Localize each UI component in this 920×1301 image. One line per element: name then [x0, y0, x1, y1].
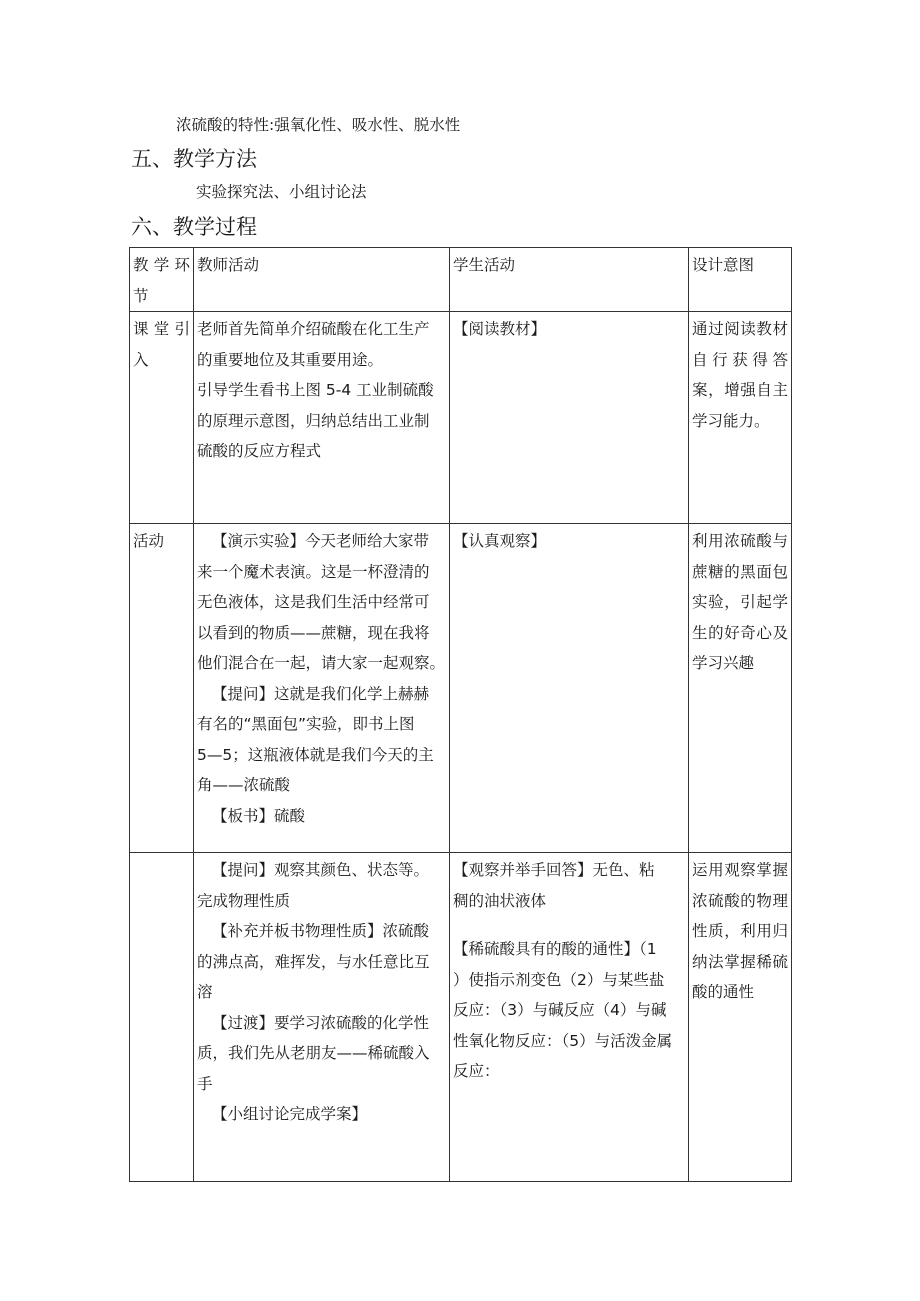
table-row [130, 312, 792, 524]
table-header-row [130, 248, 792, 312]
student-cell: 【观察并举手回答】无色、粘 稠的油状液体 【稀硫酸具有的酸的通性】（1 ）使指示剂变色（2）与某些盐 反应：（3）与碱反应（4）与碱 性氧化物反应：（5）与活泼金属 反应： [450, 853, 689, 1182]
stage-cell: 课堂引入 [130, 312, 194, 524]
stage-cell: 活动 [130, 524, 194, 853]
teacher-cell: 【提问】观察其颜色、状态等。 完成物理性质 【补充并板书物理性质】浓硫酸 的沸点高，难挥发，与水任意比互 溶 【过渡】要学习浓硫酸的化学性 质，我们先从老朋友——稀硫酸入 手 【小组讨论完成学案】 [194, 853, 450, 1182]
header-teacher: 教师活动 [194, 248, 450, 312]
table-row [130, 853, 792, 1182]
intent-cell: 利用浓硫酸与蔗糖的黑面包实验，引起学生的好奇心及学习兴趣 [689, 524, 792, 853]
student-cell: 【认真观察】 [450, 524, 689, 853]
intent-cell: 通过阅读教材自行获得答案，增强自主学习能力。 [689, 312, 792, 524]
header-intent: 设计意图 [689, 248, 792, 312]
header-stage: 教学环节 [130, 248, 194, 312]
teacher-cell: 【演示实验】今天老师给大家带 来一个魔术表演。这是一杯澄清的 无色液体，这是我们生活中经常可 以看到的物质——蔗糖，现在我将 他们混合在一起，请大家一起观察。 【提问】这就是我们化学上赫赫 有名的“黑面包”实验，即书上图 5—5；这瓶液体就是我们今天的主 角——浓硫酸 【板书】硫酸 [194, 524, 450, 853]
header-student: 学生活动 [450, 248, 689, 312]
section-6-heading: 六、教学过程 [131, 215, 257, 239]
teaching-process-table [129, 247, 792, 1182]
section-5-content: 实验探究法、小组讨论法 [196, 183, 367, 201]
intro-line: 浓硫酸的特性:强氧化性、吸水性、脱水性 [176, 116, 461, 134]
table-row [130, 524, 792, 853]
teacher-cell: 老师首先简单介绍硫酸在化工生产 的重要地位及其重要用途。 引导学生看书上图 5-4 工业制硫酸 的原理示意图，归纳总结出工业制 硫酸的反应方程式 [194, 312, 450, 524]
intent-cell: 运用观察掌握浓硫酸的物理性质，利用归纳法掌握稀硫酸的通性 [689, 853, 792, 1182]
student-cell: 【阅读教材】 [450, 312, 689, 524]
stage-cell [130, 853, 194, 1182]
section-5-heading: 五、教学方法 [131, 147, 257, 171]
